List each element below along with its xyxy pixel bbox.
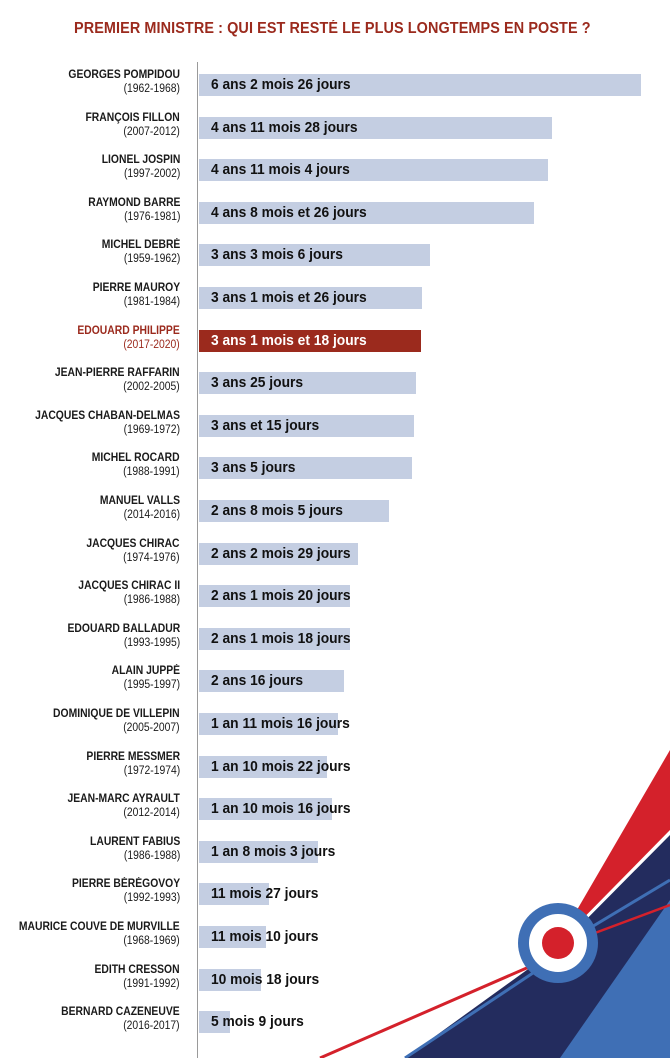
term-years: (1986-1988)	[123, 594, 180, 607]
term-years: (2017-2020)	[123, 338, 180, 351]
prime-minister-name: DOMINIQUE DE VILLEPIN	[53, 708, 180, 720]
duration-label: 1 an 8 mois 3 jours	[211, 842, 336, 860]
bar-row	[0, 492, 670, 534]
row-label	[91, 494, 180, 522]
bar-row	[0, 577, 670, 619]
row-label	[80, 835, 180, 863]
duration-label: 3 ans et 15 jours	[211, 416, 320, 434]
row-label	[82, 451, 180, 479]
row-label	[85, 963, 180, 991]
term-years: (1959-1962)	[123, 253, 180, 266]
term-years: (1968-1969)	[123, 935, 180, 947]
duration-label: 4 ans 11 mois 28 jours	[211, 118, 358, 136]
prime-minister-name: ALAIN JUPPÉ	[111, 665, 180, 678]
term-years: (2005-2007)	[123, 722, 180, 734]
bar-row	[0, 407, 670, 449]
duration-label: 5 mois 9 jours	[211, 1013, 304, 1031]
prime-minister-name: JEAN-PIERRE RAFFARIN	[55, 367, 180, 380]
prime-minister-name: MAURICE COUVE DE MURVILLE	[19, 921, 180, 933]
term-years: (1986-1988)	[123, 849, 180, 862]
bar-row	[0, 364, 670, 406]
row-label	[76, 750, 180, 778]
duration-label: 3 ans 5 jours	[211, 459, 296, 477]
duration-label: 3 ans 3 mois 6 jours	[211, 246, 343, 264]
row-label	[66, 324, 180, 352]
row-label	[75, 111, 180, 139]
term-years: (1993-1995)	[123, 636, 180, 649]
duration-label: 2 ans 8 mois 5 jours	[211, 502, 343, 519]
bar-row	[0, 279, 670, 321]
term-years: (1997-2002)	[123, 168, 180, 181]
bar-row	[0, 535, 670, 577]
duration-label: 3 ans 25 jours	[211, 374, 304, 392]
prime-minister-name: LAURENT FABIUS	[89, 835, 180, 848]
row-label	[1, 920, 180, 948]
bar-row	[0, 620, 670, 662]
prime-minister-name: FRANÇOIS FILLON	[85, 111, 180, 124]
term-years: (2016-2017)	[123, 1020, 180, 1033]
prime-minister-name: JACQUES CHABAN-DELMAS	[35, 409, 180, 422]
chart-title: PREMIER MINISTRE : QUI EST RESTÉ LE PLUS LONGTEMPS EN POSTE ?	[74, 20, 591, 37]
row-label	[93, 153, 180, 181]
prime-minister-name: JACQUES CHIRAC II	[78, 580, 180, 593]
bar-row	[0, 662, 670, 704]
bar-row	[0, 833, 670, 875]
prime-minister-name: EDOUARD PHILIPPE	[77, 324, 180, 337]
bar-row	[0, 151, 670, 193]
prime-minister-name: LIONEL JOSPIN	[101, 154, 180, 167]
row-label	[83, 281, 180, 309]
term-years: (2007-2012)	[123, 125, 180, 138]
term-years: (1981-1984)	[123, 296, 180, 308]
duration-label: 1 an 10 mois 16 jours	[211, 800, 351, 818]
duration-label: 11 mois 27 jours	[211, 885, 319, 903]
prime-minister-name: GEORGES POMPIDOU	[68, 69, 180, 81]
duration-label: 1 an 10 mois 22 jours	[211, 757, 351, 775]
term-years: (1974-1976)	[123, 551, 180, 564]
term-years: (1969-1972)	[123, 423, 180, 436]
bar-row	[0, 748, 670, 790]
term-years: (1992-1993)	[123, 892, 180, 905]
bar-row	[0, 322, 670, 364]
duration-label: 11 mois 10 jours	[211, 928, 319, 945]
prime-minister-name: EDITH CRESSON	[94, 963, 180, 976]
bar-row	[0, 790, 670, 832]
prime-minister-name: MANUEL VALLS	[99, 495, 180, 507]
term-years: (1972-1974)	[123, 764, 180, 777]
row-label	[19, 409, 180, 437]
row-label	[56, 68, 180, 96]
row-label	[41, 366, 180, 394]
prime-minister-name: JEAN-MARC AYRAULT	[67, 793, 180, 806]
duration-label: 6 ans 2 mois 26 jours	[211, 76, 351, 93]
bar-row	[0, 961, 670, 1003]
prime-minister-name: MICHEL DEBRÉ	[101, 239, 180, 252]
duration-label: 2 ans 1 mois 18 jours	[211, 629, 351, 647]
bar-row	[0, 705, 670, 747]
prime-minister-name: EDOUARD BALLADUR	[67, 622, 180, 635]
bar-row	[0, 194, 670, 236]
duration-label: 2 ans 16 jours	[211, 672, 304, 690]
term-years: (1988-1991)	[123, 466, 180, 479]
prime-minister-name: MICHEL ROCARD	[92, 452, 180, 465]
term-years: (1995-1997)	[123, 679, 180, 692]
row-label	[78, 196, 180, 224]
duration-label: 10 mois 18 jours	[211, 970, 320, 988]
prime-minister-name: JACQUES CHIRAC	[86, 537, 180, 550]
duration-label: 1 an 11 mois 16 jours	[211, 715, 350, 732]
row-label	[55, 792, 180, 820]
prime-minister-name: PIERRE BÉRÉGOVOY	[71, 878, 180, 891]
row-label	[67, 579, 180, 607]
row-label	[60, 877, 180, 905]
duration-label: 4 ans 8 mois et 26 jours	[211, 203, 367, 221]
prime-minister-name: BERNARD CAZENEUVE	[61, 1006, 180, 1019]
prime-minister-name: PIERRE MESSMER	[86, 750, 180, 763]
bar-row	[0, 109, 670, 151]
term-years: (2014-2016)	[123, 509, 180, 521]
term-years: (1962-1968)	[123, 83, 180, 95]
duration-label: 2 ans 1 mois 20 jours	[211, 587, 351, 605]
bar-row	[0, 236, 670, 278]
bar-row	[0, 875, 670, 917]
bar-row	[0, 1003, 670, 1045]
bar-row	[0, 918, 670, 960]
duration-label: 3 ans 1 mois et 18 jours	[211, 331, 367, 349]
duration-label: 3 ans 1 mois et 26 jours	[211, 289, 367, 306]
row-label	[93, 238, 180, 266]
prime-minister-name: RAYMOND BARRE	[87, 196, 180, 209]
row-label	[39, 707, 180, 735]
term-years: (2002-2005)	[123, 381, 180, 394]
term-years: (2012-2014)	[123, 807, 180, 820]
row-label	[104, 664, 180, 692]
bar-row	[0, 449, 670, 491]
duration-label: 2 ans 2 mois 29 jours	[211, 544, 351, 562]
term-years: (1976-1981)	[123, 210, 180, 223]
row-label	[55, 622, 180, 650]
row-label	[48, 1005, 180, 1033]
row-label	[76, 537, 180, 565]
bar-row	[0, 66, 670, 108]
duration-label: 4 ans 11 mois 4 jours	[211, 161, 350, 179]
prime-minister-name: PIERRE MAUROY	[92, 282, 180, 294]
term-years: (1991-1992)	[123, 977, 180, 990]
